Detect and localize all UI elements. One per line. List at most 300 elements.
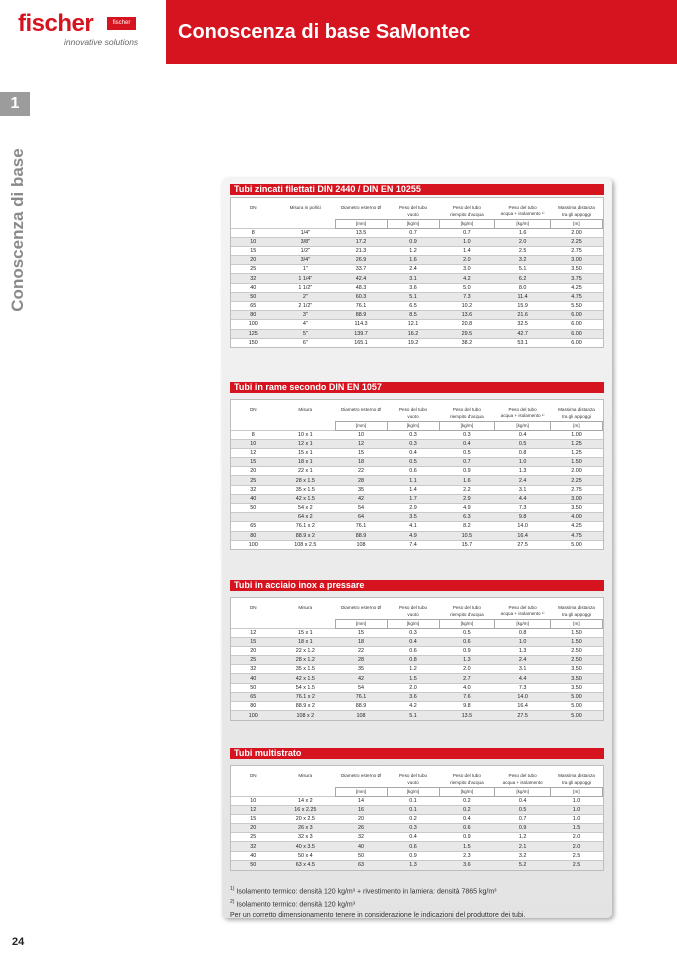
chapter-number: 1 <box>10 95 20 112</box>
col-subheader: riempito d'acqua <box>450 211 484 217</box>
col-subheader: acqua + isolamento ¹⁾ <box>500 611 545 617</box>
table-cell: 1.0 <box>495 458 551 467</box>
table-cell: 16.4 <box>495 702 551 711</box>
unit-label: [kg/m] <box>387 619 439 628</box>
table-cell: 6.00 <box>550 329 602 338</box>
unit-label: [kg/m] <box>495 219 551 228</box>
table-cell: 3.6 <box>439 860 495 869</box>
table-cell: 0.7 <box>495 814 551 823</box>
col-subheader: vuoto <box>407 211 419 217</box>
table-cell: 10.2 <box>439 302 495 311</box>
table-cell: 2.4 <box>495 656 551 665</box>
table-cell: 28 x 1.5 <box>276 476 335 485</box>
table-cell: 2.7 <box>439 674 495 683</box>
table-cell: 1.5 <box>439 842 495 851</box>
table-cell: 3.50 <box>550 665 602 674</box>
table-cell: 50 <box>335 851 387 860</box>
table-cell: 1.3 <box>439 656 495 665</box>
table-cell: 0.6 <box>387 646 439 655</box>
table-cell: 5.1 <box>495 265 551 274</box>
col-header-peso-acqua: Peso del tubo <box>452 773 481 778</box>
table-cell: 1.2 <box>387 246 439 255</box>
table-cell: 1.50 <box>550 637 602 646</box>
col-header-peso-acqua: Peso del tubo <box>452 605 481 610</box>
table-cell: 12 x 1 <box>276 439 335 448</box>
table-row <box>231 485 603 494</box>
table-cell: 4.9 <box>387 531 439 540</box>
footnote-text: Isolamento termico: densità 120 kg/m³ + rivestimento in lamiera: densità 7865 kg/m³ <box>236 888 497 896</box>
table-cell: 22 x 1 <box>276 467 335 476</box>
table-cell: 6.2 <box>495 274 551 283</box>
table-cell: 139.7 <box>335 329 387 338</box>
table-cell: 32 <box>231 485 276 494</box>
table-cell: 25 <box>231 833 276 842</box>
table-cell: 15.9 <box>495 302 551 311</box>
table-cell: 5.0 <box>439 283 495 292</box>
table-row <box>231 476 603 485</box>
table-row <box>231 851 603 860</box>
table-cell: 3.6 <box>387 692 439 701</box>
table-cell: 0.8 <box>495 628 551 637</box>
table-cell: 0.4 <box>495 430 551 439</box>
table-cell: 42 x 1.5 <box>276 674 335 683</box>
table-cell: 2.0 <box>495 237 551 246</box>
table-cell: 1.25 <box>550 439 602 448</box>
table-row <box>231 274 603 283</box>
table-cell: 25 <box>231 265 276 274</box>
table-row <box>231 329 603 338</box>
table-cell: 25 <box>231 656 276 665</box>
table-cell: 0.9 <box>495 824 551 833</box>
table-body <box>231 228 603 347</box>
unit-label: [kg/m] <box>495 619 551 628</box>
unit-label: [m] <box>550 421 602 430</box>
footnote-3 <box>230 911 604 921</box>
table-cell: 16.4 <box>495 531 551 540</box>
table-cell: 28 x 1.2 <box>276 656 335 665</box>
table-cell: 8 <box>231 430 276 439</box>
table-cell: 88.9 x 2 <box>276 531 335 540</box>
table-cell: 1.4 <box>439 246 495 255</box>
table-cell: 108 x 2 <box>276 711 335 720</box>
table-cell: 4.00 <box>550 513 602 522</box>
table-row <box>231 656 603 665</box>
unit-label: [mm] <box>335 787 387 796</box>
table-cell: 18 <box>335 458 387 467</box>
table-cell: 42.7 <box>495 329 551 338</box>
table-cell: 150 <box>231 338 276 347</box>
col-header-distanza: Massima distanza <box>558 605 595 610</box>
table-cell: 9.8 <box>439 702 495 711</box>
unit-label: [mm] <box>335 421 387 430</box>
col-subheader: vuoto <box>407 611 419 617</box>
col-header-diametro: Diametro esterno Ø <box>340 773 382 778</box>
table-cell: 33.7 <box>335 265 387 274</box>
table-cell: 0.2 <box>387 814 439 823</box>
table-cell: 14.0 <box>495 522 551 531</box>
table-cell: 4.0 <box>439 683 495 692</box>
table-cell: 64 <box>335 513 387 522</box>
table-cell: 100 <box>231 711 276 720</box>
table-cell: 3.50 <box>550 683 602 692</box>
table-body <box>231 628 603 720</box>
table-cell: 6.00 <box>550 338 602 347</box>
table-cell: 0.3 <box>387 430 439 439</box>
table-cell: 11.4 <box>495 292 551 301</box>
col-subheader: tra gli appoggi <box>562 779 591 785</box>
table-cell: 100 <box>231 320 276 329</box>
unit-label: [kg/m] <box>387 787 439 796</box>
table-cell: 2.5 <box>550 851 602 860</box>
table-cell: 10 <box>231 796 276 805</box>
table-cell: 5.50 <box>550 302 602 311</box>
table-cell: 0.3 <box>387 824 439 833</box>
col-header-peso-acqua: Peso del tubo <box>452 407 481 412</box>
table-cell: 76.1 x 2 <box>276 692 335 701</box>
table-cell: 2 1/2" <box>276 302 335 311</box>
table-cell: 3/8" <box>276 237 335 246</box>
table-cell: 12 <box>231 805 276 814</box>
table-cell: 0.6 <box>439 824 495 833</box>
unit-label: [m] <box>550 619 602 628</box>
col-subheader: riempito d'acqua <box>450 779 484 785</box>
table-row <box>231 494 603 503</box>
table-cell: 14 x 2 <box>276 796 335 805</box>
table-cell: 10 <box>335 430 387 439</box>
table-cell: 2.5 <box>550 860 602 869</box>
table-row <box>231 320 603 329</box>
table-cell: 0.4 <box>387 448 439 457</box>
table-cell: 0.4 <box>495 796 551 805</box>
unit-label: [m] <box>550 219 602 228</box>
table-cell: 12 <box>231 448 276 457</box>
table-cell: 2.0 <box>550 842 602 851</box>
table-cell: 0.8 <box>387 656 439 665</box>
footnotes <box>230 884 604 921</box>
table-row <box>231 430 603 439</box>
table-cell: 1.0 <box>495 637 551 646</box>
table-row <box>231 692 603 701</box>
table-cell: 76.1 <box>335 302 387 311</box>
col-header-distanza: Massima distanza <box>558 205 595 210</box>
table-cell: 4.25 <box>550 522 602 531</box>
table-row <box>231 833 603 842</box>
table-cell: 3.1 <box>495 485 551 494</box>
table-cell: 80 <box>231 531 276 540</box>
table-cell: 20.8 <box>439 320 495 329</box>
table-cell: 22 <box>335 646 387 655</box>
unit-label: [kg/m] <box>387 219 439 228</box>
table-cell: 42 <box>335 494 387 503</box>
table-cell: 3.50 <box>550 265 602 274</box>
table-cell: 0.8 <box>495 448 551 457</box>
table-row <box>231 683 603 692</box>
table-cell: 10 <box>231 439 276 448</box>
table-cell: 3.00 <box>550 256 602 265</box>
table-row <box>231 513 603 522</box>
table-cell: 0.7 <box>387 228 439 237</box>
table-cell: 18 x 1 <box>276 637 335 646</box>
table-cell: 1.2 <box>387 665 439 674</box>
table-cell: 1.3 <box>495 467 551 476</box>
table-cell: 54 <box>335 504 387 513</box>
table-cell: 0.5 <box>439 628 495 637</box>
table-cell: 3.50 <box>550 674 602 683</box>
table-cell: 108 <box>335 711 387 720</box>
table-cell: 32 <box>231 274 276 283</box>
table-row <box>231 439 603 448</box>
table-cell: 32 <box>231 842 276 851</box>
table-cell: 25 <box>231 476 276 485</box>
table-cell: 3.5 <box>387 513 439 522</box>
table-cell: 65 <box>231 302 276 311</box>
table-cell: 42.4 <box>335 274 387 283</box>
brand-name: fischer <box>18 10 94 37</box>
table-cell: 28 <box>335 476 387 485</box>
table-row <box>231 814 603 823</box>
table-cell: 88.9 x 2 <box>276 702 335 711</box>
table-cell: 0.4 <box>439 814 495 823</box>
table-cell: 3.1 <box>495 665 551 674</box>
table-cell: 40 <box>231 283 276 292</box>
table-cell: 3.6 <box>387 283 439 292</box>
table-row <box>231 702 603 711</box>
table-cell: 1 1/4" <box>276 274 335 283</box>
table-cell: 18 <box>335 637 387 646</box>
table-cell: 1.6 <box>439 476 495 485</box>
table-cell: 6.3 <box>439 513 495 522</box>
table-cell: 8 <box>231 228 276 237</box>
table-cell: 0.2 <box>439 805 495 814</box>
table-cell: 2.00 <box>550 228 602 237</box>
table-row <box>231 256 603 265</box>
col-subheader: tra gli appoggi <box>562 611 591 617</box>
table-cell: 40 <box>335 842 387 851</box>
table-cell: 40 <box>231 674 276 683</box>
table-cell: 5" <box>276 329 335 338</box>
col-subheader: tra gli appoggi <box>562 211 591 217</box>
table-row <box>231 540 603 549</box>
table-cell: 15 <box>335 448 387 457</box>
page-header <box>0 0 677 66</box>
table-cell: 165.1 <box>335 338 387 347</box>
table-cell: 15 <box>335 628 387 637</box>
col-header-peso-isolamento: Peso del tubo <box>508 605 537 610</box>
col-subheader: vuoto <box>407 413 419 419</box>
tables-panel <box>222 178 612 918</box>
table-cell: 5.1 <box>387 292 439 301</box>
col-subheader: vuoto <box>407 779 419 785</box>
table-cell: 5.00 <box>550 540 602 549</box>
footnote-2 <box>230 897 604 910</box>
table-cell: 1" <box>276 265 335 274</box>
table-cell: 50 <box>231 683 276 692</box>
table-cell: 21.6 <box>495 311 551 320</box>
table-row <box>231 265 603 274</box>
table-cell: 0.1 <box>387 796 439 805</box>
table-row <box>231 824 603 833</box>
table-cell: 16 <box>335 805 387 814</box>
table-cell: 7.3 <box>495 683 551 692</box>
table-cell: 54 <box>335 683 387 692</box>
col-subheader: riempito d'acqua <box>450 413 484 419</box>
table-cell: 15 <box>231 246 276 255</box>
table-row <box>231 522 603 531</box>
table-row <box>231 237 603 246</box>
table-cell: 7.4 <box>387 540 439 549</box>
table-cell: 1.1 <box>387 476 439 485</box>
table-cell: 2.50 <box>550 646 602 655</box>
table-inox <box>230 597 604 721</box>
unit-label: [m] <box>550 787 602 796</box>
table-cell: 35 <box>335 665 387 674</box>
table-cell: 0.5 <box>495 805 551 814</box>
table-cell: 5.00 <box>550 692 602 701</box>
table-cell: 2.5 <box>495 246 551 255</box>
table-cell: 22 <box>335 467 387 476</box>
table-cell: 0.9 <box>439 467 495 476</box>
table-cell: 20 <box>335 814 387 823</box>
table-cell: 20 <box>231 824 276 833</box>
col-header-diametro: Diametro esterno Ø <box>340 605 382 610</box>
table-cell: 1.0 <box>550 805 602 814</box>
col-header-dn: DN <box>249 773 257 778</box>
col-header-peso-vuoto: Peso del tubo <box>398 773 428 778</box>
table-cell: 4.9 <box>439 504 495 513</box>
table-cell: 15 <box>231 637 276 646</box>
table-cell: 2.0 <box>550 833 602 842</box>
table-cell: 114.3 <box>335 320 387 329</box>
col-header-peso-vuoto: Peso del tubo <box>398 205 428 210</box>
table-cell: 0.6 <box>439 637 495 646</box>
col-header-distanza: Massima distanza <box>558 407 595 412</box>
table-cell: 9.8 <box>495 513 551 522</box>
table-cell: 1.0 <box>550 814 602 823</box>
col-subheader: acqua + isolamento <box>502 779 543 785</box>
table-cell: 35 x 1.5 <box>276 665 335 674</box>
unit-label: [kg/m] <box>439 219 495 228</box>
footnote-text: Isolamento termico: densità 120 kg/m³ <box>236 901 356 909</box>
col-header-dn: DN <box>249 605 257 610</box>
table-cell: 40 <box>231 494 276 503</box>
table-cell: 100 <box>231 540 276 549</box>
table-cell: 0.3 <box>387 439 439 448</box>
table-cell: 88.9 <box>335 702 387 711</box>
brand-tagline: innovative solutions <box>64 37 139 47</box>
table-cell: 5.2 <box>495 860 551 869</box>
table-row <box>231 796 603 805</box>
table-cell: 6.5 <box>387 302 439 311</box>
table-cell: 35 <box>335 485 387 494</box>
table-cell: 63 x 4.5 <box>276 860 335 869</box>
table-cell: 0.4 <box>387 833 439 842</box>
table-cell: 0.6 <box>387 467 439 476</box>
table-cell: 4.4 <box>495 494 551 503</box>
table-cell: 0.4 <box>387 637 439 646</box>
table-cell: 1.50 <box>550 628 602 637</box>
table-cell: 50 <box>231 292 276 301</box>
table-cell: 7.3 <box>439 292 495 301</box>
table-row <box>231 283 603 292</box>
page-title: Conoscenza di base SaMontec <box>178 21 471 43</box>
table-row <box>231 338 603 347</box>
table-cell: 13.6 <box>439 311 495 320</box>
table-row <box>231 805 603 814</box>
table-cell: 76.1 x 2 <box>276 522 335 531</box>
table-cell: 1.50 <box>550 458 602 467</box>
table-row <box>231 674 603 683</box>
table-cell: 3.00 <box>550 494 602 503</box>
table-cell: 12.1 <box>387 320 439 329</box>
unit-label: [kg/m] <box>439 421 495 430</box>
col-header-peso-isolamento: Peso del tubo <box>508 773 537 778</box>
table-cell: 2.50 <box>550 656 602 665</box>
unit-label: [kg/m] <box>495 421 551 430</box>
table-cell: 2.0 <box>439 256 495 265</box>
table-cell: 63 <box>335 860 387 869</box>
col-header-peso-acqua: Peso del tubo <box>452 205 481 210</box>
table-cell: 3" <box>276 311 335 320</box>
table-cell: 22 x 1.2 <box>276 646 335 655</box>
table-cell: 80 <box>231 702 276 711</box>
table-zincati <box>230 197 604 348</box>
table-row <box>231 842 603 851</box>
table-cell: 15 x 1 <box>276 628 335 637</box>
table-cell: 1.6 <box>495 228 551 237</box>
table-row <box>231 637 603 646</box>
table-cell: 60.3 <box>335 292 387 301</box>
table-cell: 54 x 1.5 <box>276 683 335 692</box>
table-cell: 42 <box>335 674 387 683</box>
title-bar <box>166 0 677 64</box>
col-header-peso-isolamento: Peso del tubo <box>508 205 537 210</box>
logo-badge-icon: fischer <box>107 17 136 30</box>
col-subheader: acqua + isolamento ¹⁾ <box>500 211 545 217</box>
table-cell: 0.7 <box>439 228 495 237</box>
table-row <box>231 467 603 476</box>
col-header-diametro: Diametro esterno Ø <box>340 205 382 210</box>
section-title-zincati: Tubi zincati filettati DIN 2440 / DIN EN 10255 <box>230 184 604 195</box>
table-cell: 0.2 <box>439 796 495 805</box>
table-cell: 1.0 <box>550 796 602 805</box>
col-header-misura: Misura <box>298 773 313 778</box>
table-cell: 1.25 <box>550 448 602 457</box>
table-cell: 4.2 <box>439 274 495 283</box>
table-cell: 0.3 <box>387 628 439 637</box>
table-cell: 2.3 <box>439 851 495 860</box>
table-cell: 2.1 <box>495 842 551 851</box>
table-cell: 1.3 <box>387 860 439 869</box>
table-cell: 5.00 <box>550 702 602 711</box>
table-rame <box>230 399 604 550</box>
col-header-distanza: Massima distanza <box>558 773 595 778</box>
table-cell: 15 <box>231 458 276 467</box>
col-header-dn: DN <box>249 205 257 210</box>
table-cell: 1.5 <box>387 674 439 683</box>
table-cell: 2.9 <box>387 504 439 513</box>
table-cell: 15 x 1 <box>276 448 335 457</box>
table-cell: 1.7 <box>387 494 439 503</box>
chapter-badge <box>0 92 30 116</box>
table-cell: 0.7 <box>439 458 495 467</box>
table-cell: 88.9 <box>335 531 387 540</box>
table-cell: 14 <box>335 796 387 805</box>
table-cell: 13.5 <box>335 228 387 237</box>
col-subheader: riempito d'acqua <box>450 611 484 617</box>
footnote-mark: 2) <box>230 899 235 906</box>
table-cell: 4.75 <box>550 531 602 540</box>
table-row <box>231 292 603 301</box>
